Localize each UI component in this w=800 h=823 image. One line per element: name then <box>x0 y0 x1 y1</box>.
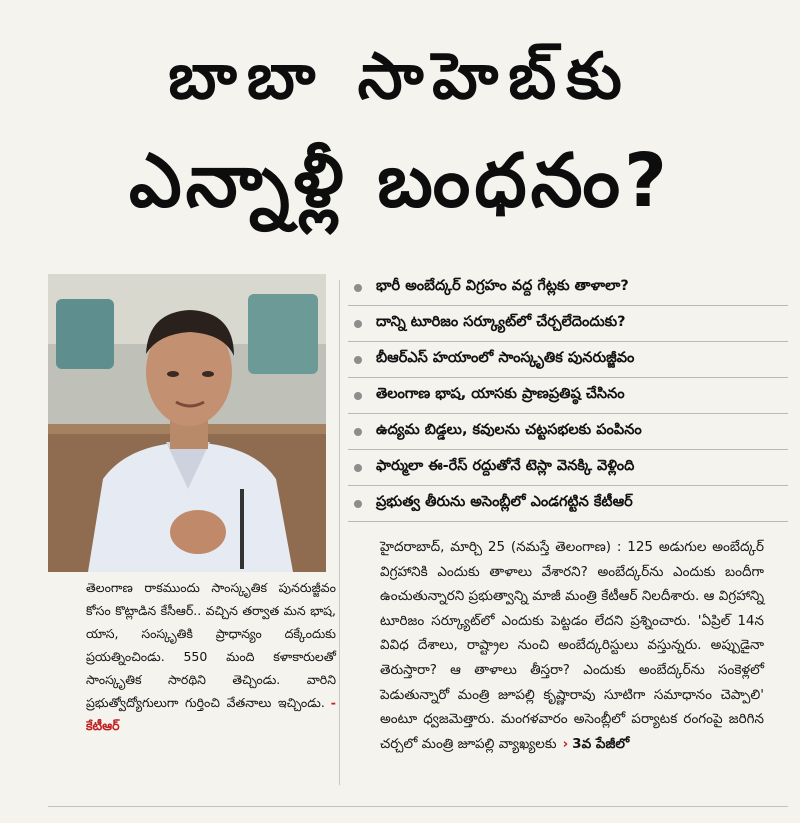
article-text: హైదరాబాద్, మార్చి 25 (నమస్తే తెలంగాణ) : 125 అడుగుల అంబేద్కర్ విగ్రహానికి ఎందుకు తాళాలు వేశారని? అంబేద్కర్‌ను ఎందుకు బందీగా ఉంచుతున్నారని ప్రభుత్వాన్ని మాజీ మంత్రి కేటీఆర్ నిలదీశారు. ఆ విగ్రహాన్ని టూరిజం సర్క్యూట్‌లో ఎందుకు పెట్టడం లేదని ప్రశ్నించారు. 'ఏప్రిల్ 14న వివిధ దేశాలు, రాష్ట్రాల నుంచి అంబేద్కరిస్టులు వస్తున్నరు. అప్పుడైనా తెరుస్తారా? ఆ తాళాలు తీస్తరా? ఎందుకు అంబేద్కర్‌ను సంకెళ్లలో పెడుతున్నారో మంత్రి జూపల్లి కృష్ణారావు సూటిగా సమాధానం చెప్పాలి' అంటూ ధ్వజమెత్తారు. మంగళవారం అసెంబ్లీలో పర్యాటక రంగంపై జరిగిన చర్చలో మంత్రి జూపల్లి వ్యాఖ్యలకు <box>380 539 764 752</box>
list-item <box>348 306 788 342</box>
continued-on-page: 3వ పేజీలో <box>572 735 630 752</box>
bullet-dot-icon <box>354 428 362 436</box>
bullet-dot-icon <box>354 392 362 400</box>
list-item <box>348 342 788 378</box>
list-item <box>348 450 788 486</box>
article-body <box>380 535 764 756</box>
headline-line-2: ఎన్నాళ్లీ బంధనం? <box>129 138 671 224</box>
bullet-text: తెలంగాణ భాష, యాసకు ప్రాణప్రతిష్ఠ చేసినం <box>376 385 625 402</box>
bullet-dot-icon <box>354 356 362 364</box>
bullet-text: బీఆర్ఎస్ హయాంలో సాంస్కృతిక పునరుజ్జీవం <box>376 349 635 366</box>
bullet-text: ఉద్యమ బిడ్డలు, కవులను చట్టసభలకు పంపినం <box>376 421 642 438</box>
headline-line-1: బాబా సాహెబ్‌కు <box>168 40 632 114</box>
bullet-dot-icon <box>354 500 362 508</box>
list-item <box>348 270 788 306</box>
bullet-dot-icon <box>354 464 362 472</box>
bullet-text: దాన్ని టూరిజం సర్క్యూట్‌లో చేర్చలేదెందుకు? <box>376 313 626 330</box>
bullet-dot-icon <box>354 284 362 292</box>
photo-caption <box>86 576 336 737</box>
bullet-text: ప్రభుత్వ తీరును అసెంబ్లీలో ఎండగట్టిన కేటీఆర్ <box>376 493 633 510</box>
column-divider <box>339 280 340 785</box>
bullet-list <box>348 270 788 522</box>
caption-text: తెలంగాణ రాకముందు సాంస్కృతిక పునరుజ్జీవం కోసం కొట్లాడిన కేసీఆర్.. వచ్చిన తర్వాత మన భాష, యాస, సంస్కృతికి ప్రాధాన్యం దక్కేందుకు ప్రయత్నించిండు. 550 మంది కళాకారులతో సాంస్కృతిక సారథిని తెచ్చిండు. వారిని ప్రభుత్వోద్యోగులుగా గుర్తించి వేతనాలు ఇచ్చిండు. <box>86 580 336 710</box>
list-item <box>348 486 788 522</box>
caption-signature: -కేటీఆర్ <box>86 695 336 733</box>
speaker-photo-icon <box>48 274 326 572</box>
bullet-text: ఫార్ములా ఈ-రేస్ రద్దుతోనే టెస్లా వెనక్కి వెళ్లింది <box>376 457 635 474</box>
list-item <box>348 378 788 414</box>
list-item <box>348 414 788 450</box>
continued-arrow-icon: › <box>562 735 569 752</box>
speaker-photo <box>48 274 326 572</box>
bullet-text: భారీ అంబేద్కర్ విగ్రహం వద్ద గేట్లకు తాళాలా? <box>376 277 629 294</box>
bullet-dot-icon <box>354 320 362 328</box>
bottom-divider <box>48 806 788 807</box>
